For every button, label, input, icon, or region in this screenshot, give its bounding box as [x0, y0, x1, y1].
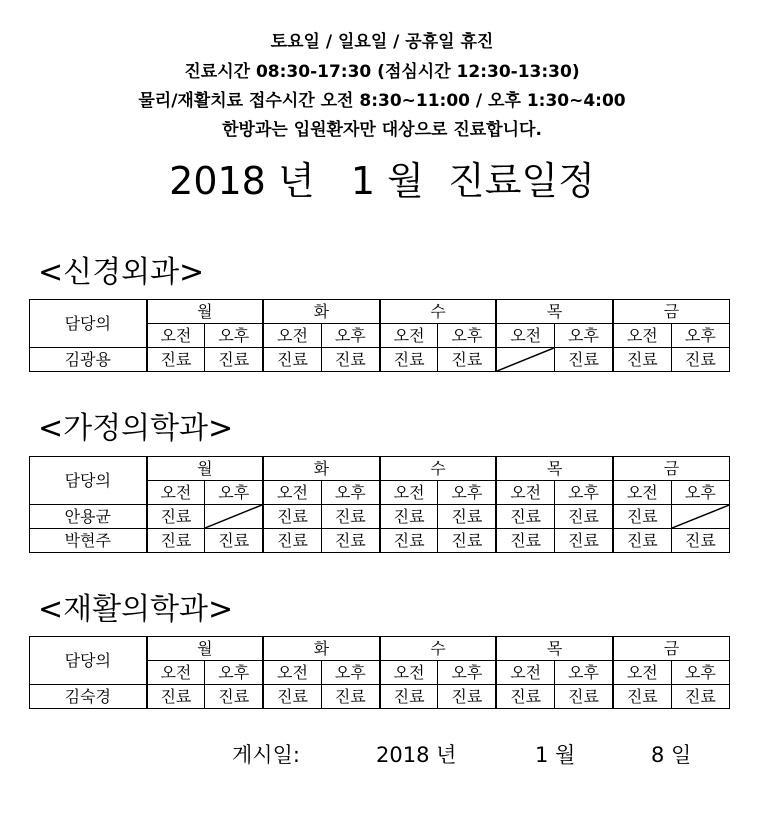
pm-header: 오후	[321, 324, 379, 348]
clinic-slot: 진료	[438, 505, 496, 529]
dept-title-rehabilitation: <재활의학과>	[38, 592, 234, 627]
clinic-slot: 진료	[263, 685, 321, 709]
am-header: 오전	[496, 661, 554, 685]
pm-header: 오후	[555, 661, 613, 685]
clinic-slot: 진료	[380, 529, 438, 553]
am-header: 오전	[380, 661, 438, 685]
day-header: 목	[496, 300, 613, 324]
day-header: 목	[496, 457, 613, 481]
am-header: 오전	[147, 481, 205, 505]
clinic-slot: 진료	[147, 348, 205, 372]
am-header: 오전	[613, 324, 671, 348]
clinic-slot: 진료	[496, 529, 554, 553]
clinic-slot: 진료	[263, 505, 321, 529]
clinic-slot: 진료	[555, 529, 613, 553]
pm-header: 오후	[555, 481, 613, 505]
am-header: 오전	[147, 661, 205, 685]
am-header: 오전	[147, 324, 205, 348]
doctor-name: 박현주	[30, 529, 147, 553]
doctor-name: 김광용	[30, 348, 147, 372]
table-row	[30, 529, 730, 553]
day-header: 수	[380, 637, 497, 661]
doctor-header: 담당의	[30, 457, 147, 505]
dept-title-neurosurgery: <신경외과>	[38, 255, 205, 290]
doctor-header: 담당의	[30, 300, 147, 348]
clinic-slot: 진료	[613, 685, 671, 709]
clinic-slot: 진료	[438, 685, 496, 709]
day-header: 목	[496, 637, 613, 661]
pm-header: 오후	[671, 481, 729, 505]
clinic-slot: 진료	[438, 348, 496, 372]
day-header: 월	[147, 300, 264, 324]
am-header: 오전	[613, 661, 671, 685]
page-title: 2018 년 1 월 진료일정	[169, 159, 595, 203]
day-header: 금	[613, 300, 730, 324]
no-clinic-slot	[205, 505, 263, 529]
clinic-slot: 진료	[321, 529, 379, 553]
day-header: 월	[147, 637, 264, 661]
no-clinic-slot	[496, 348, 554, 372]
clinic-slot: 진료	[147, 529, 205, 553]
pm-header: 오후	[438, 324, 496, 348]
clinic-slot: 진료	[613, 529, 671, 553]
pm-header: 오후	[205, 481, 263, 505]
no-clinic-slot	[671, 505, 729, 529]
notice-oriental-medicine: 한방과는 입원환자만 대상으로 진료합니다.	[222, 120, 542, 140]
dept-title-family-medicine: <가정의학과>	[38, 411, 234, 446]
day-header: 금	[613, 457, 730, 481]
clinic-slot: 진료	[380, 505, 438, 529]
am-header: 오전	[613, 481, 671, 505]
am-header: 오전	[263, 481, 321, 505]
am-header: 오전	[263, 324, 321, 348]
clinic-slot: 진료	[205, 348, 263, 372]
day-header: 수	[380, 300, 497, 324]
day-header: 수	[380, 457, 497, 481]
clinic-slot: 진료	[438, 529, 496, 553]
posted-day: 8 일	[651, 743, 692, 767]
clinic-slot: 진료	[147, 685, 205, 709]
notice-rehab-hours: 물리/재활치료 접수시간 오전 8:30~11:00 / 오후 1:30~4:00	[138, 91, 626, 111]
table-row	[30, 505, 730, 529]
schedule-table-rehabilitation	[29, 636, 730, 709]
clinic-slot: 진료	[613, 348, 671, 372]
am-header: 오전	[496, 324, 554, 348]
pm-header: 오후	[205, 324, 263, 348]
doctor-name: 김숙경	[30, 685, 147, 709]
clinic-slot: 진료	[496, 505, 554, 529]
day-header: 월	[147, 457, 264, 481]
clinic-slot: 진료	[671, 685, 729, 709]
day-header: 화	[263, 457, 380, 481]
clinic-slot: 진료	[555, 348, 613, 372]
am-header: 오전	[380, 324, 438, 348]
clinic-slot: 진료	[205, 529, 263, 553]
diagonal-slash-icon	[205, 505, 262, 528]
day-header: 화	[263, 300, 380, 324]
table-row	[30, 685, 730, 709]
day-header: 금	[613, 637, 730, 661]
pm-header: 오후	[555, 324, 613, 348]
am-header: 오전	[496, 481, 554, 505]
clinic-slot: 진료	[321, 348, 379, 372]
notice-hours: 진료시간 08:30-17:30 (점심시간 12:30-13:30)	[184, 62, 580, 82]
pm-header: 오후	[205, 661, 263, 685]
clinic-slot: 진료	[321, 505, 379, 529]
pm-header: 오후	[438, 661, 496, 685]
posted-label: 게시일:	[232, 743, 300, 767]
notice-holidays: 토요일 / 일요일 / 공휴일 휴진	[270, 32, 494, 52]
table-row	[30, 348, 730, 372]
clinic-slot: 진료	[321, 685, 379, 709]
clinic-slot: 진료	[671, 529, 729, 553]
pm-header: 오후	[321, 661, 379, 685]
clinic-slot: 진료	[205, 685, 263, 709]
clinic-slot: 진료	[555, 505, 613, 529]
diagonal-slash-icon	[497, 348, 554, 371]
doctor-header: 담당의	[30, 637, 147, 685]
clinic-slot: 진료	[263, 529, 321, 553]
clinic-slot: 진료	[613, 505, 671, 529]
clinic-slot: 진료	[380, 348, 438, 372]
clinic-slot: 진료	[380, 685, 438, 709]
clinic-slot: 진료	[555, 685, 613, 709]
am-header: 오전	[380, 481, 438, 505]
posted-year: 2018 년	[376, 743, 457, 767]
pm-header: 오후	[321, 481, 379, 505]
clinic-slot: 진료	[147, 505, 205, 529]
clinic-slot: 진료	[671, 348, 729, 372]
pm-header: 오후	[671, 661, 729, 685]
schedule-table-family-medicine	[29, 456, 730, 553]
am-header: 오전	[263, 661, 321, 685]
day-header: 화	[263, 637, 380, 661]
doctor-name: 안용균	[30, 505, 147, 529]
clinic-slot: 진료	[263, 348, 321, 372]
pm-header: 오후	[438, 481, 496, 505]
posted-month: 1 월	[535, 743, 576, 767]
diagonal-slash-icon	[672, 505, 729, 528]
schedule-table-neurosurgery	[29, 299, 730, 372]
clinic-slot: 진료	[496, 685, 554, 709]
pm-header: 오후	[671, 324, 729, 348]
